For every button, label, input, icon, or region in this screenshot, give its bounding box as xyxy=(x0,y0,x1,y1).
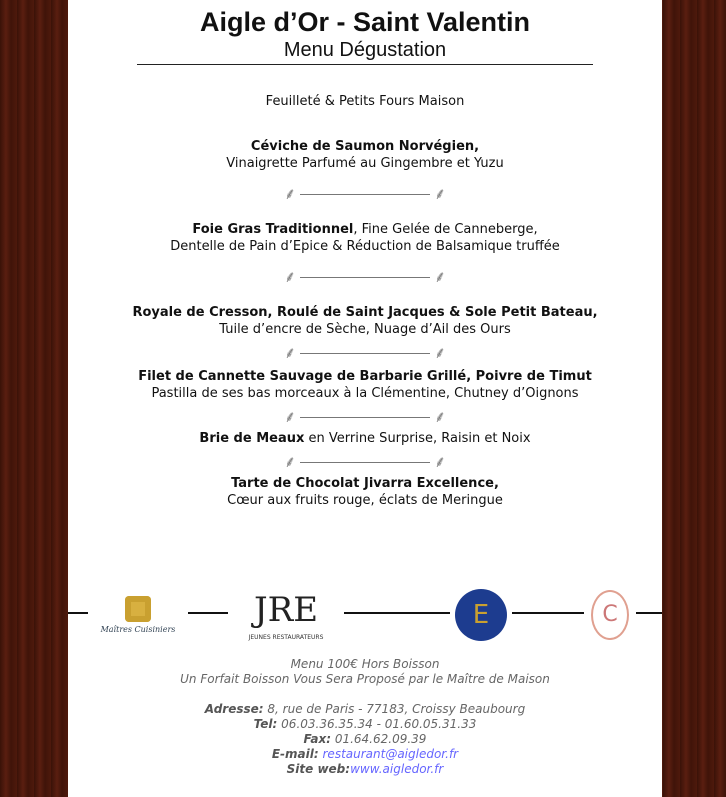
menu-title: Aigle d’Or - Saint Valentin xyxy=(199,7,531,37)
ornament-divider: ⸙ ⸙ xyxy=(283,343,447,362)
website: Site web:www.aigledor.fr xyxy=(286,762,444,776)
ornament-divider: ⸙ ⸙ xyxy=(283,267,447,286)
email-link[interactable]: restaurant@aigledor.fr xyxy=(322,747,459,761)
logo-strip xyxy=(68,582,662,648)
email: E-mail: restaurant@aigledor.fr xyxy=(271,747,459,761)
ornament-divider: ⸙ ⸙ xyxy=(283,407,447,426)
course-rest: en Verrine Surprise, Raisin et Noix xyxy=(304,431,531,446)
footer xyxy=(68,657,662,777)
course-name: Filet de Cannette Sauvage de Barbarie Grillé, Poivre de Timut xyxy=(138,369,592,384)
course-desc: Tuile d’encre de Sèche, Nuage d’Ail des Ours xyxy=(219,322,511,337)
menu-subtitle: Menu Dégustation xyxy=(283,39,447,61)
title-rule xyxy=(137,64,593,65)
euro-toques-logo xyxy=(450,582,512,648)
course-6 xyxy=(68,475,662,509)
c-logo xyxy=(584,582,636,648)
course-name: Céviche de Saumon Norvégien, xyxy=(250,139,480,154)
course-5 xyxy=(68,430,662,447)
website-link[interactable]: www.aigledor.fr xyxy=(350,762,444,776)
course-name: Royale de Cresson, Roulé de Saint Jacques & Sole Petit Bateau, xyxy=(132,305,598,320)
ornament-divider: ⸙ ⸙ xyxy=(283,184,447,203)
c-letter: C xyxy=(591,590,629,640)
maitres-cuisiniers-logo xyxy=(88,582,188,648)
euro-letter: E xyxy=(455,589,507,641)
tel: Tel: 06.03.36.35.34 - 01.60.05.31.33 xyxy=(253,717,477,731)
course-name: Brie de Meaux xyxy=(199,431,305,446)
menu-page xyxy=(68,0,662,797)
drinks-note: Un Forfait Boisson Vous Sera Proposé par le Maître de Maison xyxy=(180,672,550,686)
course-desc: Dentelle de Pain d’Epice & Réduction de Balsamique truffée xyxy=(170,239,560,254)
course-name: Tarte de Chocolat Jivarra Excellence, xyxy=(231,476,499,491)
jre-logo xyxy=(228,582,344,648)
course-4 xyxy=(68,368,662,402)
fax: Fax: 01.64.62.09.39 xyxy=(303,732,427,746)
course-name: Foie Gras Traditionnel xyxy=(192,222,354,237)
course-desc: Cœur aux fruits rouge, éclats de Meringue xyxy=(227,493,503,508)
course-desc: Vinaigrette Parfumé au Gingembre et Yuzu xyxy=(226,156,504,171)
course-2 xyxy=(68,221,662,255)
course-desc: Pastilla de ses bas morceaux à la Clémentine, Chutney d’Oignons xyxy=(151,386,579,401)
address: Adresse: 8, rue de Paris - 77183, Croissy Beaubourg xyxy=(204,702,526,716)
maitres-label: Maîtres Cuisiniers xyxy=(100,624,176,634)
jre-subtitle: JEUNES RESTAURATEURS xyxy=(248,633,324,641)
jre-letters: JRE xyxy=(253,589,319,630)
course-3 xyxy=(68,304,662,338)
course-1 xyxy=(68,138,662,172)
amuse-bouche: Feuilleté & Petits Fours Maison xyxy=(265,94,465,109)
course-rest: , Fine Gelée de Canneberge, xyxy=(353,222,538,237)
price: Menu 100€ Hors Boisson xyxy=(290,657,440,671)
ornament-divider: ⸙ ⸙ xyxy=(283,452,447,471)
maitres-emblem-icon xyxy=(125,596,151,622)
